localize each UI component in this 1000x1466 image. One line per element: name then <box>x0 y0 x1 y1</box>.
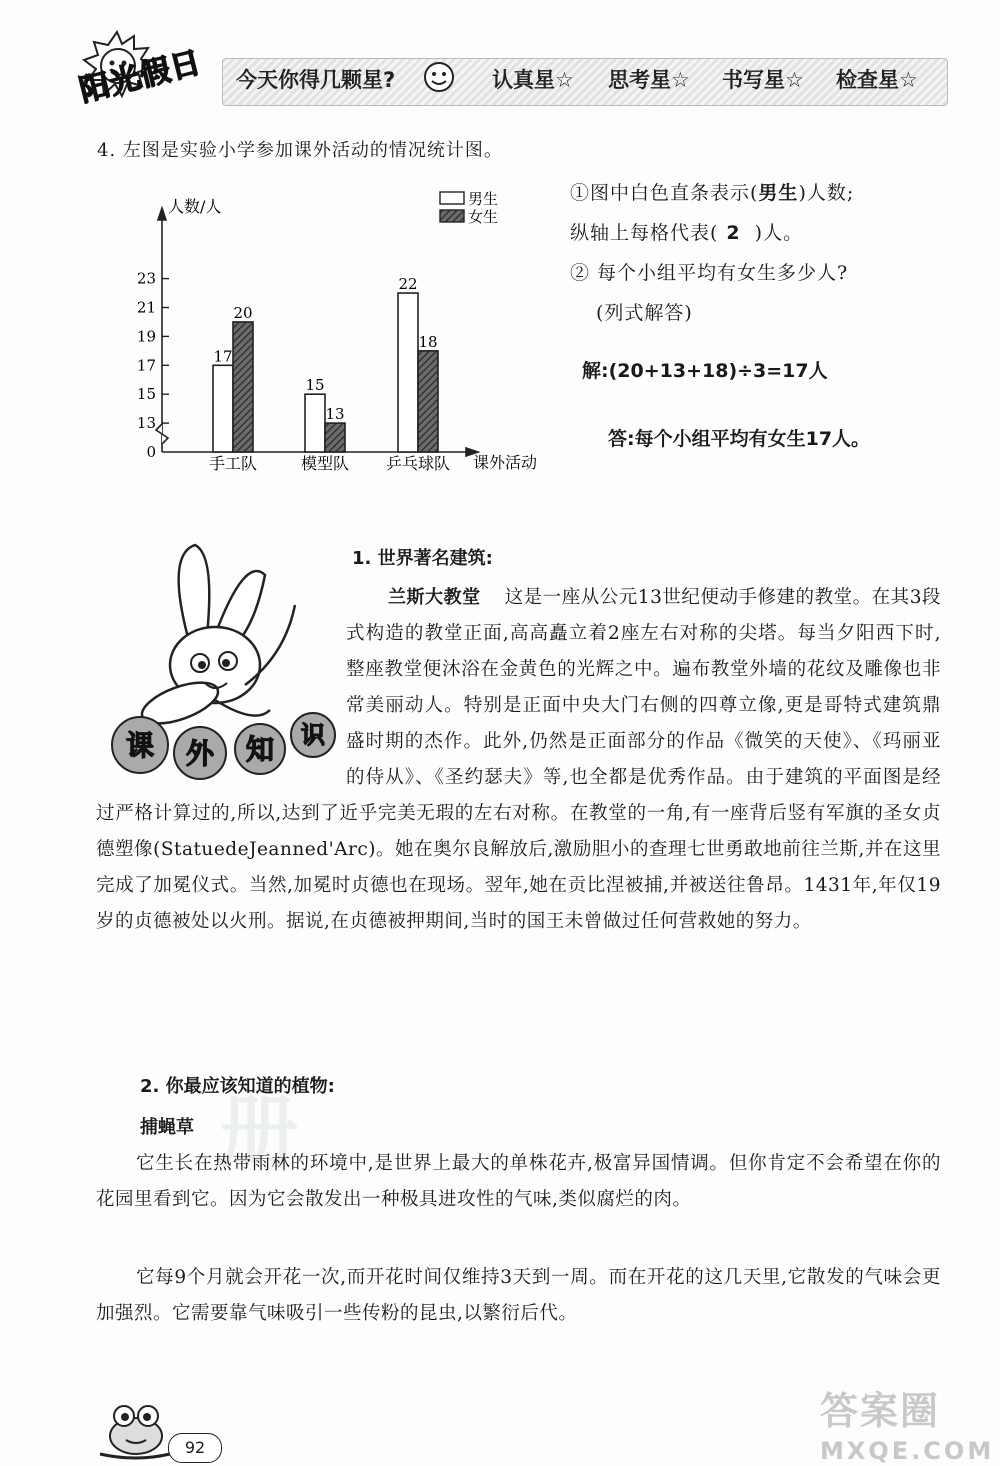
page-number: 92 <box>168 1433 222 1463</box>
activity-bar-chart <box>136 180 550 480</box>
bar-boys <box>213 365 233 452</box>
legend-swatch <box>440 210 464 222</box>
star-checking: 检查星☆ <box>836 68 918 92</box>
y-tick-label: 17 <box>136 356 156 375</box>
frog-icon <box>96 1396 174 1462</box>
category-label: 模型队 <box>300 454 350 473</box>
section-1-body <box>96 580 941 940</box>
bar-value-label: 20 <box>233 303 253 322</box>
legend-label: 女生 <box>468 208 499 226</box>
y-tick-label: 19 <box>136 327 156 346</box>
section-2-paragraph-2: 它每9个月就会开花一次,而开花时间仅维持3天到一周。而在开花的这几天里,它散发的气味会更加强烈。它需要靠气味吸引一些传粉的昆虫,以繁衍后代。 <box>96 1267 941 1324</box>
y-axis-arrow <box>158 208 166 220</box>
legend-label: 男生 <box>468 190 499 208</box>
badge-char-2: 外 <box>185 737 215 770</box>
y-tick-label: 23 <box>136 269 156 288</box>
bar-girls <box>418 351 438 452</box>
star-careful: 认真星☆ <box>492 68 574 92</box>
bar-boys <box>305 394 325 452</box>
bar-girls <box>325 423 345 452</box>
legend-swatch <box>440 192 464 204</box>
bar-value-label: 17 <box>213 347 233 366</box>
float-spacer <box>96 580 346 766</box>
bar-girls <box>233 322 253 452</box>
bar-value-label: 18 <box>418 332 438 351</box>
answer-boys: 男生 <box>758 182 799 204</box>
section-1-text: 这是一座从公元13世纪便动手修建的教堂。在其3段式构造的教堂正面,高高矗立着2座左右对称的尖塔。每当夕阳西下时,整座教堂便沐浴在金黄色的光辉之中。遍布教堂外墙的花纹及雕像也非常美丽动人。特别是正面中央大门右侧的四尊立像,更是哥特式建筑鼎盛时期的杰作。此外,仍然是正面部分的作品《微笑的天使》、《玛丽亚的侍从》、《圣约瑟夫》等,也全都是优秀作品。由于建筑的平面图是经过严格计算过的,所以,达到了近乎完美无瑕的左右对称。在教堂的一角,有一座背后竖有军旗的圣女贞德塑像(StatuedeJeanned'Arc)。她在奥尔良解放后,激励胆小的查理七世勇敢地前往兰斯,并在这里完成了加冕仪式。当然,加冕时贞德也在现场。翌年,她在贡比涅被捕,并被送往鲁昂。1431年,年仅19岁的贞德被处以火刑。据说,在贞德被押期间,当时的国王未曾做过任何营救她的努力。 <box>96 587 941 932</box>
corner-watermark-logo: 答案圈 MXQE.COM <box>820 1389 995 1465</box>
solution-line: 解:(20+13+18)÷3=17人 <box>582 360 828 382</box>
answer-line: 答:每个小组平均有女生17人。 <box>608 428 871 450</box>
star-thinking: 思考星☆ <box>608 68 690 92</box>
y-axis-label: 人数/人 <box>168 197 222 216</box>
section-2-title: 2. 你最应该知道的植物: <box>140 1076 335 1097</box>
q2-question: ② 每个小组平均有女生多少人? <box>570 262 849 284</box>
y-tick-label: 15 <box>136 385 156 404</box>
answer-per-grid: 2 <box>726 222 741 244</box>
y-tick-label: 21 <box>136 298 156 317</box>
bar-boys <box>398 293 418 452</box>
section-2-subtitle: 捕蝇草 <box>140 1117 194 1138</box>
q1-line1: ①图中白色直条表示(男生)人数; <box>570 182 855 204</box>
smiley-icon <box>420 58 458 96</box>
section-1-subtitle: 兰斯大教堂 <box>388 587 481 608</box>
axis-break-mark <box>156 424 168 444</box>
bar-value-label: 22 <box>398 275 418 294</box>
category-label: 乒乓球队 <box>385 454 451 473</box>
section-1-title: 1. 世界著名建筑: <box>352 548 493 569</box>
logo-title: 阳光假日 <box>76 44 206 109</box>
section-2-paragraph-1: 它生长在热带雨林的环境中,是世界上最大的单株花卉,极富异国情调。但你肯定不会希望在你的花园里看到它。因为它会散发出一种极具进攻性的气味,类似腐烂的肉。 <box>96 1153 941 1210</box>
category-label: 手工队 <box>208 454 258 473</box>
badge-char-3: 知 <box>245 733 275 766</box>
q1-line2: 纵轴上每格代表( 2 )人。 <box>570 222 804 244</box>
bar-value-label: 15 <box>305 376 325 395</box>
badge-char-1: 课 <box>125 729 155 762</box>
problem-4-prompt: 4. 左图是实验小学参加课外活动的情况统计图。 <box>97 140 503 161</box>
x-axis-label: 课外活动 <box>473 453 538 472</box>
watermark: 册 <box>220 1088 305 1178</box>
q2-instruction: (列式解答) <box>596 302 693 324</box>
badge-char-4: 识 <box>301 721 325 749</box>
bar-value-label: 13 <box>325 405 345 424</box>
star-writing: 书写星☆ <box>722 68 804 92</box>
y-tick-label: 0 <box>146 443 156 461</box>
stars-question: 今天你得几颗星? <box>236 68 396 92</box>
y-tick-label: 13 <box>136 414 156 433</box>
